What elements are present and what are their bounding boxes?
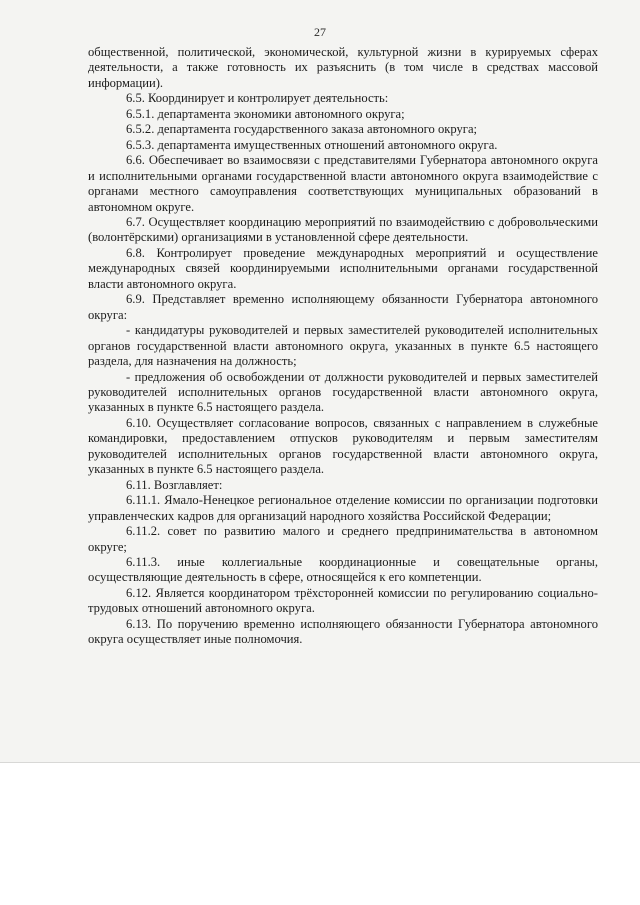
paragraph-6-9-item-2: - предложения об освобождении от должности руководителей и первых заместителей руководителей исполнительных органов государственной власти автономного округа, указанных в пункте 6.5 настоящего раздела. [88,369,598,415]
paragraph-6-5: 6.5. Координирует и контролирует деятельность: [126,91,389,106]
paragraph-6-5-2: 6.5.2. департамента государственного заказа автономного округа; [126,122,478,137]
paragraph-6-10: 6.10. Осуществляет согласование вопросов, связанных с направлением в служебные командировки, предоставлением отпусков руководителям и первым заместителям руководителей исполнительных органов государственной власти автономного округа, указанных в пункте 6.5 настоящего раздела. [88,415,598,477]
paragraph-6-12: 6.12. Является координатором трёхсторонней комиссии по регулированию социально-трудовых отношений автономного округа. [88,585,598,616]
paragraph-6-11: 6.11. Возглавляет: [126,477,223,492]
page-number: 27 [314,25,326,39]
paragraph-6-11-3: 6.11.3. иные коллегиальные координационные и совещательные органы, осуществляющие деятельность в сфере, относящейся к его компетенции. [88,554,598,585]
paragraph-6-6: 6.6. Обеспечивает во взаимосвязи с представителями Губернатора автономного округа и исполнительными органами государственной власти автономного округа взаимодействие с органами местного самоуправления соответствующих муниципальных образований в автономном округе. [88,153,598,214]
paragraph-6-9-item-1: - кандидатуры руководителей и первых заместителей руководителей исполнительных органов государственной власти автономного округа, указанных в пункте 6.5 настоящего раздела, для назначения на должность; [88,323,598,369]
paragraph-6-9: 6.9. Представляет временно исполняющему обязанности Губернатора автономного округа: [88,292,598,322]
paragraph-6-11-2: 6.11.2. совет по развитию малого и среднего предпринимательства в автономном округе; [88,524,598,554]
paragraph-6-13: 6.13. По поручению временно исполняющего обязанности Губернатора автономного округа осуществляет иные полномочия. [88,616,598,647]
paragraph-6-5-1: 6.5.1. департамента экономики автономного округа; [126,106,405,121]
paragraph-6-5-3: 6.5.3. департамента имущественных отношений автономного округа. [126,137,498,152]
paragraph-6-7: 6.7. Осуществляет координацию мероприятий по взаимодействию с добровольческими (волонтёрскими) организациями в установленной сфере деятельности. [88,214,598,245]
paragraph-6-11-1: 6.11.1. Ямало-Ненецкое региональное отделение комиссии по организации подготовки управленческих кадров для организаций народного хозяйства Российской Федерации; [88,493,598,523]
document-body [88,45,598,648]
paragraph-continuation: общественной, политической, экономической, культурной жизни в курируемых сферах деятельности, а также готовность их разъяснить (в том числе в средствах массовой информации). [88,45,598,90]
paragraph-6-8: 6.8. Контролирует проведение международных мероприятий и осуществление международных связей координируемыми исполнительными органами государственной власти автономного округа. [88,245,598,291]
